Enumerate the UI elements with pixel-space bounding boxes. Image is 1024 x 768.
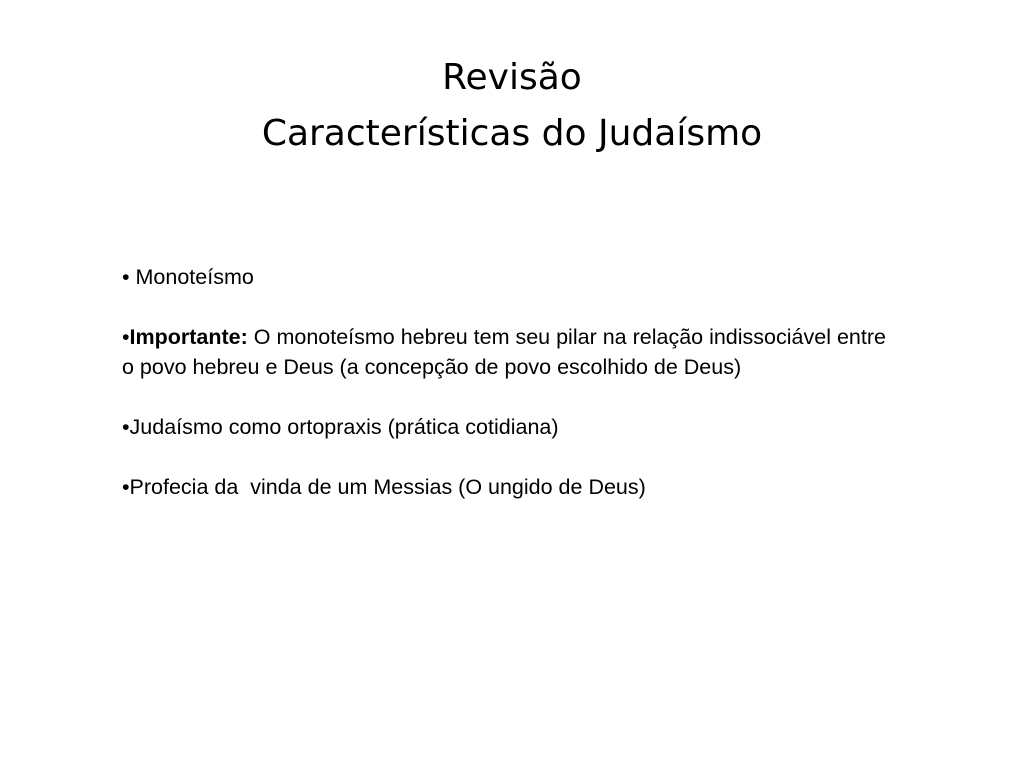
bullet-item-messias: [122, 472, 902, 502]
bullet-list: [122, 262, 902, 502]
slide-title: Revisão: [442, 57, 582, 98]
slide-subtitle: Características do Judaísmo: [261, 113, 763, 154]
bullet-glyph: •: [122, 415, 130, 439]
bullet-item-monoteismo: [122, 262, 902, 292]
bullet-text: O monoteísmo hebreu tem seu pilar na relação indissociável entre o povo hebreu e Deus (a concepção de povo escolhido de Deus): [122, 325, 886, 379]
bullet-text: Profecia da vinda de um Messias (O ungido de Deus): [129, 475, 646, 499]
bullet-glyph: •: [122, 325, 130, 349]
bullet-item-ortopraxis: [122, 412, 902, 442]
bullet-bold-label: Importante:: [129, 325, 248, 349]
title-block: [0, 50, 1024, 162]
bullet-glyph: •: [122, 265, 136, 289]
bullet-glyph: •: [122, 475, 130, 499]
bullet-text: Monoteísmo: [135, 265, 254, 289]
bullet-text: Judaísmo como ortopraxis (prática cotidiana): [129, 415, 559, 439]
bullet-item-importante: [122, 322, 902, 382]
